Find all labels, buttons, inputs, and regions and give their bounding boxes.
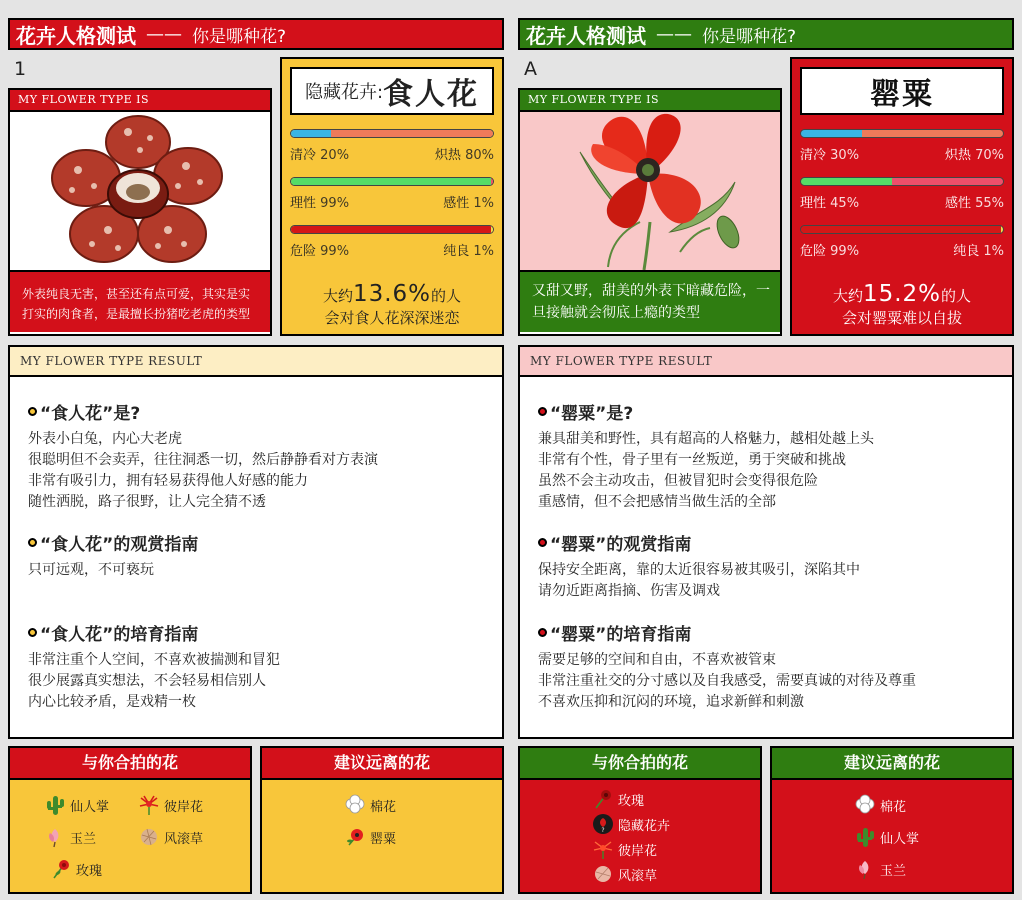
summary-percent: 15.2% [862, 281, 942, 307]
flower-label: 隐藏花卉 [618, 818, 671, 834]
avoid-header: 建议远离的花 [262, 748, 502, 780]
bullet-icon [538, 407, 547, 416]
cotton-icon [854, 794, 876, 816]
magnolia-icon [44, 826, 66, 848]
poppy-icon [344, 826, 366, 848]
bar-right-segment [491, 226, 493, 233]
stat-bar [800, 177, 1004, 186]
flower-type-card [8, 88, 272, 336]
stat-left-pct: 99% [320, 244, 350, 259]
stat-bar [800, 225, 1004, 234]
flower-label: 玫瑰 [618, 793, 645, 809]
section-title: “罂粟”的培育指南 [550, 624, 692, 645]
summary-post: 的人 [941, 287, 972, 305]
section-line: 请勿近距离指摘、伤害及调戏 [538, 583, 720, 599]
rose-icon [50, 858, 72, 880]
flower-name: 罂粟 [870, 77, 934, 112]
section-viewing-guide [28, 530, 492, 581]
card-header: MY FLOWER TYPE IS [10, 90, 270, 112]
bullet-icon [28, 538, 37, 547]
bullet-icon [28, 407, 37, 416]
avoid-flowers [260, 746, 504, 894]
flower-item [138, 794, 203, 816]
stat-left-pct: 20% [320, 148, 350, 163]
flower-label: 仙人掌 [70, 799, 110, 815]
summary-pre: 大约 [322, 287, 353, 305]
title-bar [8, 18, 504, 50]
stat-right-pct: 70% [975, 148, 1004, 163]
summary-line2: 会对食人花深深迷恋 [324, 309, 460, 327]
flower-item [344, 826, 396, 848]
stat-right-pct: 55% [975, 196, 1004, 211]
flower-label: 彼岸花 [164, 799, 204, 815]
result-index: A [524, 58, 537, 80]
bar-right-segment [491, 178, 493, 185]
section-line: 很聪明但不会卖弄，往往洞悉一切，然后静静看对方表演 [28, 452, 378, 468]
bar-right-segment [892, 178, 1003, 185]
compatible-flowers [518, 746, 762, 894]
flower-label: 风滚草 [164, 831, 204, 847]
stat-right-pct: 1% [473, 196, 494, 211]
section-title: “食人花”的观赏指南 [40, 534, 199, 555]
poppy-illustration [520, 112, 780, 270]
section-line: 只可远观，不可亵玩 [28, 562, 154, 578]
compatible-flowers [8, 746, 252, 894]
stat-bar [290, 177, 494, 186]
section-line: 需要足够的空间和自由，不喜欢被管束 [538, 652, 776, 668]
stat-right-pct: 1% [983, 244, 1004, 259]
section-line: 非常注重社交的分寸感以及自我感受，需要真诚的对待及尊重 [538, 673, 916, 689]
flower-label: 仙人掌 [880, 831, 920, 847]
section-line: 很少展露真实想法，不会轻易相信别人 [28, 673, 266, 689]
stat-right-label: 感性 [944, 196, 971, 211]
flower-label: 罂粟 [370, 831, 397, 847]
tumbleweed-icon [138, 826, 160, 848]
stat-bar [290, 129, 494, 138]
spider-lily-icon [592, 838, 614, 860]
section-what-is [538, 399, 1002, 513]
flower-label: 彼岸花 [618, 843, 658, 859]
flower-item [344, 794, 396, 816]
flower-item [592, 788, 644, 810]
bullet-icon [538, 538, 547, 547]
section-line: 非常有吸引力，拥有轻易获得他人好感的能力 [28, 473, 308, 489]
spider-lily-icon [138, 794, 160, 816]
stat-left-label: 理性 [290, 196, 317, 211]
stat-left-label: 危险 [290, 244, 317, 259]
summary-percent: 13.6% [352, 281, 432, 307]
stat-right-label: 炽热 [944, 148, 971, 163]
rafflesia-illustration [10, 112, 270, 270]
flower-description: 又甜又野，甜美的外表下暗藏危险，一旦接触就会彻底上瘾的类型 [520, 270, 780, 332]
section-title: “罂粟”是? [550, 403, 634, 424]
section-care-guide [538, 620, 1002, 713]
section-title: “食人花”是? [40, 403, 141, 424]
section-line: 外表小白兔，内心大老虎 [28, 431, 182, 447]
summary-post: 的人 [431, 287, 462, 305]
stat-right-pct: 80% [465, 148, 494, 163]
stat-bar [800, 129, 1004, 138]
section-line: 保持安全距离，靠的太近很容易被其吸引，深陷其中 [538, 562, 860, 578]
section-line: 重感情，但不会把感情当做生活的全部 [538, 494, 776, 510]
flower-label: 棉花 [880, 799, 907, 815]
bar-left-segment [801, 226, 1001, 233]
flower-item [44, 794, 109, 816]
flower-name: 食人花 [383, 77, 480, 112]
stats-card [790, 57, 1014, 336]
section-line: 非常有个性，骨子里有一丝叛逆，勇于突破和挑战 [538, 452, 846, 468]
compatible-header: 与你合拍的花 [10, 748, 250, 780]
cotton-icon [344, 794, 366, 816]
section-line: 非常注重个人空间，不喜欢被揣测和冒犯 [28, 652, 280, 668]
avoid-header: 建议远离的花 [772, 748, 1012, 780]
stat-left-pct: 99% [830, 244, 860, 259]
bar-left-segment [801, 178, 892, 185]
stat-summary [792, 283, 1012, 329]
flower-label: 玉兰 [880, 863, 907, 879]
stat-danger-pure [800, 225, 1004, 259]
tumbleweed-icon [592, 863, 614, 885]
panel-left [8, 0, 504, 900]
result-card [8, 345, 504, 739]
stat-left-pct: 30% [830, 148, 860, 163]
flower-type-card [518, 88, 782, 336]
flower-item [854, 858, 906, 880]
flower-item [592, 813, 670, 835]
stats-card [280, 57, 504, 336]
result-card [518, 345, 1014, 739]
section-what-is [28, 399, 492, 513]
result-header: MY FLOWER TYPE RESULT [520, 347, 1012, 377]
stat-right-pct: 1% [473, 244, 494, 259]
section-line: 兼具甜美和野性，具有超高的人格魅力，越相处越上头 [538, 431, 874, 447]
flower-image [10, 112, 270, 270]
test-subtitle: 你是哪种花? [192, 26, 287, 47]
bullet-icon [538, 628, 547, 637]
stat-rational-emotional [800, 177, 1004, 211]
bar-right-segment [1001, 226, 1003, 233]
bar-right-segment [331, 130, 493, 137]
stat-left-label: 危险 [800, 244, 827, 259]
section-line: 随性洒脱，路子很野，让人完全猜不透 [28, 494, 266, 510]
bar-left-segment [801, 130, 862, 137]
stat-cool-hot [290, 129, 494, 163]
stat-right-label: 炽热 [434, 148, 461, 163]
stat-left-label: 清冷 [290, 148, 317, 163]
section-line: 内心比较矛盾，是戏精一枚 [28, 694, 196, 710]
magnolia-icon [854, 858, 876, 880]
section-line: 虽然不会主动攻击，但被冒犯时会变得很危险 [538, 473, 818, 489]
summary-pre: 大约 [832, 287, 863, 305]
flower-item [592, 863, 657, 885]
result-header: MY FLOWER TYPE RESULT [10, 347, 502, 377]
bar-right-segment [862, 130, 1003, 137]
section-title: “罂粟”的观赏指南 [550, 534, 692, 555]
flower-name-box [800, 67, 1004, 115]
flower-item [138, 826, 203, 848]
stat-left-pct: 45% [830, 196, 860, 211]
test-subtitle: 你是哪种花? [702, 26, 797, 47]
stat-rational-emotional [290, 177, 494, 211]
flower-image [520, 112, 780, 270]
stat-left-label: 清冷 [800, 148, 827, 163]
stat-right-label: 纯良 [953, 244, 980, 259]
bar-left-segment [291, 130, 331, 137]
name-prefix: 隐藏花卉: [304, 82, 384, 103]
flower-label: 风滚草 [618, 868, 658, 884]
flower-label: 玉兰 [70, 831, 97, 847]
flower-description: 外表纯良无害，甚至还有点可爱，其实是实打实的肉食者，是最擅长扮猪吃老虎的类型 [10, 270, 270, 332]
flower-item [44, 826, 96, 848]
title-bar [518, 18, 1014, 50]
summary-line2: 会对罂粟难以自拔 [841, 309, 962, 327]
title-dash: —— [146, 23, 182, 45]
section-care-guide [28, 620, 492, 713]
bar-left-segment [291, 226, 491, 233]
flower-item [592, 838, 657, 860]
svg-text:?: ? [601, 827, 605, 834]
flower-label: 玫瑰 [76, 863, 103, 879]
card-header: MY FLOWER TYPE IS [520, 90, 780, 112]
cactus-icon [854, 826, 876, 848]
stat-cool-hot [800, 129, 1004, 163]
flower-item [50, 858, 102, 880]
section-viewing-guide [538, 530, 1002, 602]
bar-left-segment [291, 178, 491, 185]
test-title: 花卉人格测试 [16, 23, 136, 48]
stat-summary [282, 283, 502, 329]
rose-icon [592, 788, 614, 810]
flower-label: 棉花 [370, 799, 397, 815]
hidden-flower-icon [592, 813, 614, 835]
test-title: 花卉人格测试 [526, 23, 646, 48]
title-dash: —— [656, 23, 692, 45]
flower-item [854, 794, 906, 816]
flower-item [854, 826, 919, 848]
compatible-header: 与你合拍的花 [520, 748, 760, 780]
panel-right [518, 0, 1014, 900]
stat-left-pct: 99% [320, 196, 350, 211]
bullet-icon [28, 628, 37, 637]
stat-left-label: 理性 [800, 196, 827, 211]
stat-bar [290, 225, 494, 234]
flower-name-box [290, 67, 494, 115]
stat-danger-pure [290, 225, 494, 259]
stat-right-label: 纯良 [443, 244, 470, 259]
cactus-icon [44, 794, 66, 816]
section-line: 不喜欢压抑和沉闷的环境，追求新鲜和刺激 [538, 694, 804, 710]
avoid-flowers [770, 746, 1014, 894]
result-index: 1 [14, 58, 27, 80]
section-title: “食人花”的培育指南 [40, 624, 199, 645]
stat-right-label: 感性 [443, 196, 470, 211]
